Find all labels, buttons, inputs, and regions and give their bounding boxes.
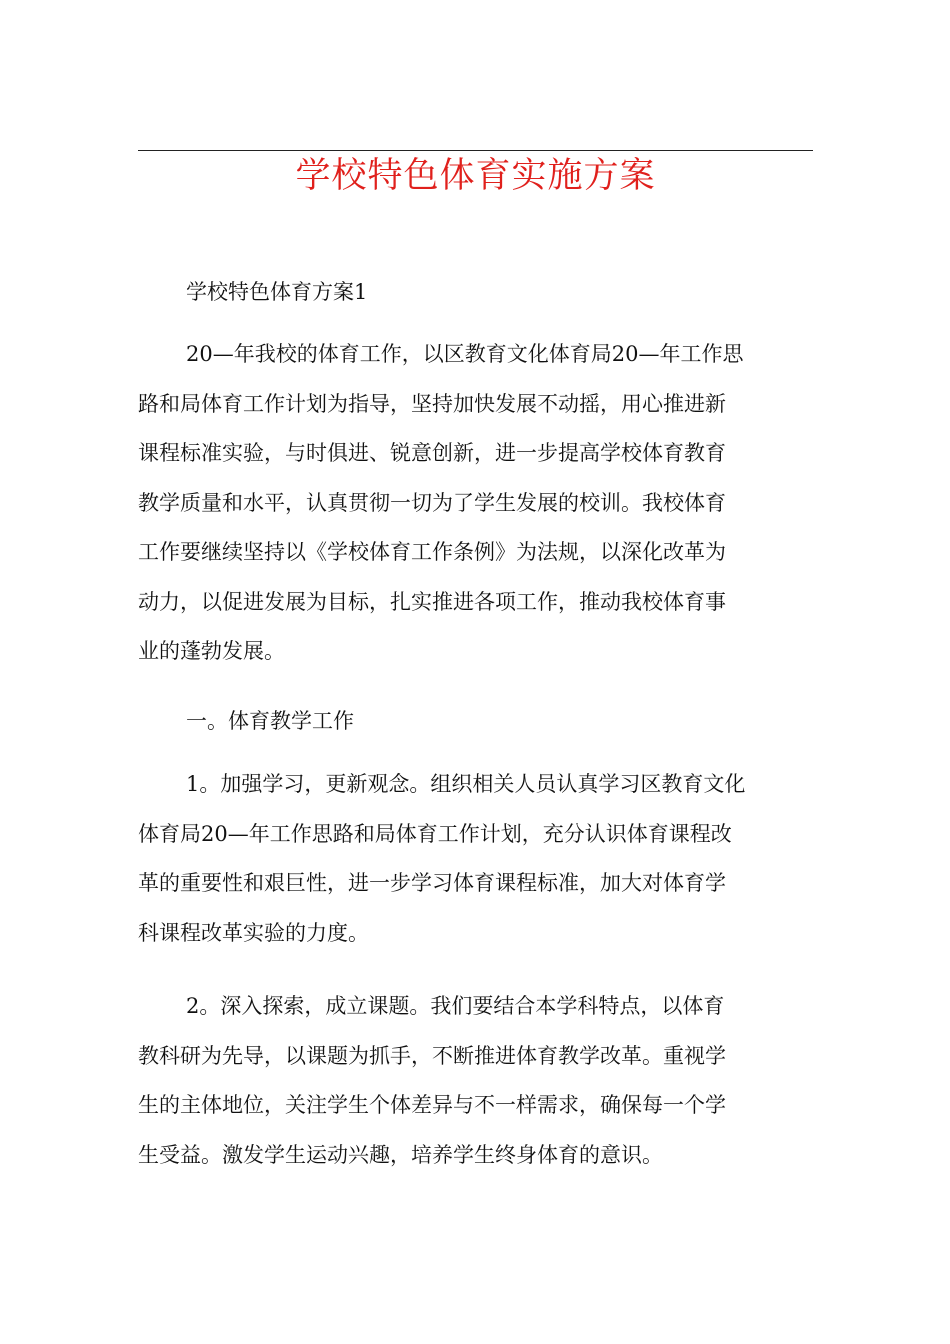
paragraph-line: 生受益。激发学生运动兴趣，培养学生终身体育的意识。 [138,1142,663,1167]
item-paragraph-1 [138,760,813,958]
paragraph-line: 体育局20—年工作思路和局体育工作计划，充分认识体育课程改 [138,821,732,846]
paragraph-line: 动力，以促进发展为目标，扎实推进各项工作，推动我校体育事 [138,589,726,614]
paragraph-line: 革的重要性和艰巨性，进一步学习体育课程标准，加大对体育学 [138,871,726,895]
intro-paragraph [138,330,813,677]
paragraph-line: 20—年我校的体育工作，以区教育文化体育局20—年工作思 [186,342,744,366]
paragraph-line: 2。深入探索，成立课题。我们要结合本学科特点，以体育 [186,994,725,1018]
paragraph-line: 科课程改革实验的力度。 [138,920,369,945]
paragraph-line: 课程标准实验，与时俱进、锐意创新，进一步提高学校体育教育 [138,441,726,465]
paragraph-line: 1。加强学习，更新观念。组织相关人员认真学习区教育文化 [186,772,746,796]
paragraph-line: 业的蓬勃发展。 [138,639,285,663]
paragraph-line: 一。体育教学工作 [186,709,354,733]
paragraph-line: 生的主体地位，关注学生个体差异与不一样需求，确保每一个学 [138,1093,726,1117]
paragraph-line: 教科研为先导，以课题为抓手，不断推进体育教学改革。重视学 [138,1043,726,1068]
paragraph-line: 路和局体育工作计划为指导，坚持加快发展不动摇，用心推进新 [138,391,726,416]
paragraph-line: 学校特色体育方案1 [186,280,368,304]
section-heading [138,697,813,747]
item-paragraph-2 [138,982,813,1180]
document-title: 学校特色体育实施方案 [295,156,656,196]
paragraph-line: 工作要继续坚持以《学校体育工作条例》为法规，以深化改革为 [138,540,726,564]
section-heading [138,268,813,318]
paragraph-line: 教学质量和水平，认真贯彻一切为了学生发展的校训。我校体育 [138,490,726,515]
